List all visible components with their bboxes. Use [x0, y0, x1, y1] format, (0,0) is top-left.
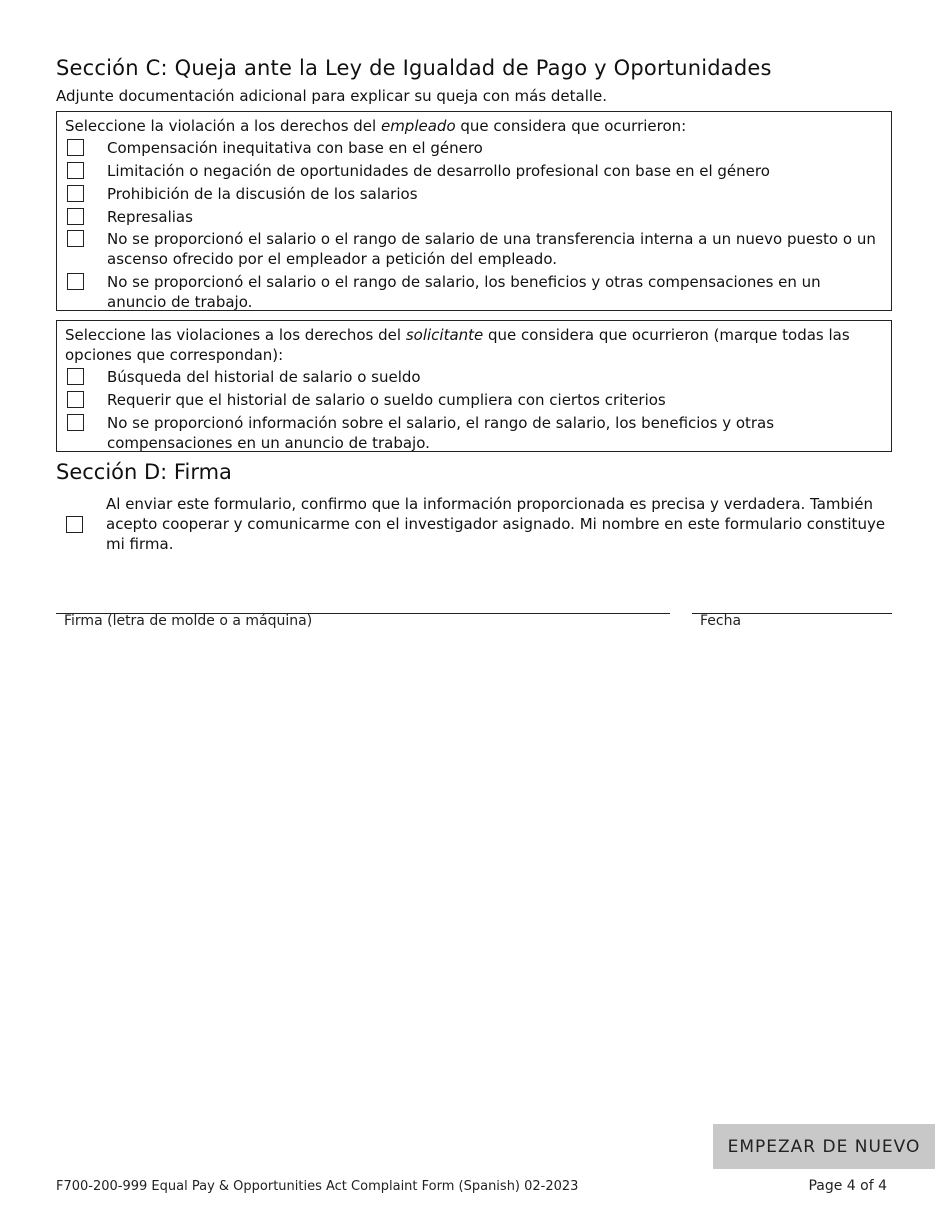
- attestation-text: Al enviar este formulario, confirmo que la información proporcionada es precisa y verdadera. También acepto cooperar y comunicarme con el investigador asignado. Mi nombre en este formulario constituye mi firma.: [106, 495, 886, 553]
- employee-violations-box: [56, 111, 892, 311]
- checkbox[interactable]: [67, 230, 84, 247]
- option-label: Búsqueda del historial de salario o sueldo: [107, 368, 421, 386]
- attestation-checkbox[interactable]: [66, 516, 83, 533]
- option-label: Prohibición de la discusión de los salarios: [107, 185, 418, 203]
- checkbox[interactable]: [67, 414, 84, 431]
- applicant-prompt: Seleccione las violaciones a los derechos del solicitante que considera que ocurrieron (marque todas las opciones que correspondan):: [65, 326, 850, 364]
- checkbox[interactable]: [67, 391, 84, 408]
- page-number: Page 4 of 4: [808, 1178, 887, 1194]
- option-label: Represalias: [107, 208, 193, 226]
- signature-label: Firma (letra de molde o a máquina): [64, 613, 313, 629]
- employee-prompt: Seleccione la violación a los derechos del empleado que considera que ocurrieron:: [65, 117, 687, 135]
- option-label: Compensación inequitativa con base en el género: [107, 139, 483, 157]
- option-label: No se proporcionó información sobre el salario, el rango de salario, los beneficios y otras compensaciones en un anuncio de trabajo.: [107, 414, 775, 452]
- option-label: Requerir que el historial de salario o sueldo cumpliera con ciertos criterios: [107, 391, 666, 409]
- reset-form-button[interactable]: EMPEZAR DE NUEVO: [713, 1124, 935, 1169]
- checkbox[interactable]: [67, 368, 84, 385]
- checkbox[interactable]: [67, 185, 84, 202]
- applicant-violations-box: [56, 320, 892, 452]
- checkbox[interactable]: [67, 162, 84, 179]
- option-label: No se proporcionó el salario o el rango de salario de una transferencia interna a un nuevo puesto o un ascenso ofrecido por el empleador a petición del empleado.: [107, 230, 876, 268]
- option-label: No se proporcionó el salario o el rango de salario, los beneficios y otras compensaciones en un anuncio de trabajo.: [107, 273, 821, 311]
- option-label: Limitación o negación de oportunidades de desarrollo profesional con base en el género: [107, 162, 770, 180]
- checkbox[interactable]: [67, 273, 84, 290]
- date-label: Fecha: [700, 613, 742, 629]
- checkbox[interactable]: [67, 139, 84, 156]
- section-c-subtitle: Adjunte documentación adicional para explicar su queja con más detalle.: [56, 87, 608, 105]
- checkbox[interactable]: [67, 208, 84, 225]
- form-identifier: F700-200-999 Equal Pay & Opportunities Act Complaint Form (Spanish) 02-2023: [56, 1179, 579, 1194]
- section-c-title: Sección C: Queja ante la Ley de Igualdad de Pago y Oportunidades: [56, 56, 772, 80]
- section-d-title: Sección D: Firma: [56, 460, 232, 484]
